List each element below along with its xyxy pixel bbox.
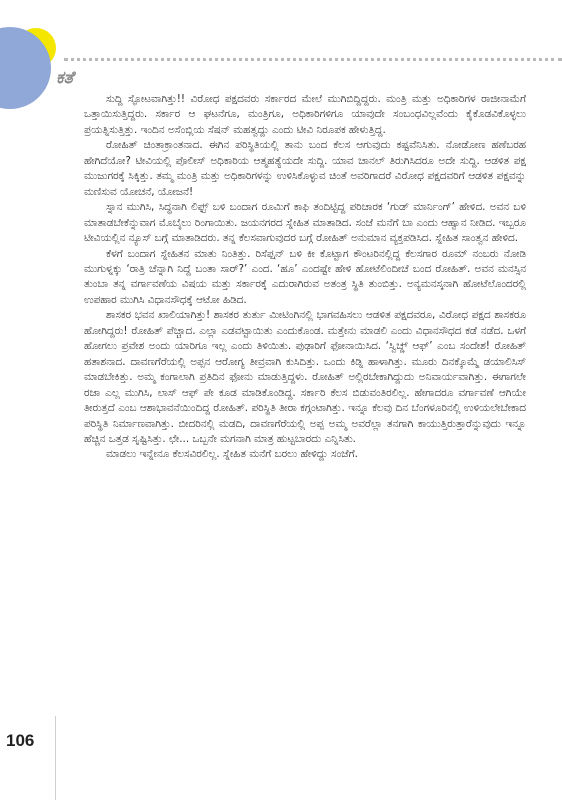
story-body [84, 92, 526, 463]
section-label: ಕತೆ [56, 68, 74, 88]
corner-decoration [0, 0, 70, 120]
page-number: 106 [6, 731, 35, 750]
footer-gutter-rule [55, 716, 56, 800]
story-paragraph: ರೋಹಿತ್ ಚಿಂತಾಕ್ರಾಂತನಾದ. ಈಗಿನ ಪರಿಸ್ಥಿತಿಯಲ್ಲಿ ತಾನು ಬಂದ ಕೆಲಸ ಆಗುವುದು ಕಷ್ಟವೆನಿಸಿತು. ನೋಡೋಣ ಹಣೆಬರಹ ಹೇಗಿದೆಯೋ? ಟೀವಿಯಲ್ಲಿ ಪೊಲೀಸ್ ಅಧಿಕಾರಿಯ ಆತ್ಮಹತ್ಯೆಯದೇ ಸುದ್ದಿ. ಯಾವ ಚಾನಲ್ ತಿರುಗಿಸಿದರೂ ಅದೇ ಸುದ್ದಿ. ಆಡಳಿತ ಪಕ್ಷ ಮುಜುಗರಕ್ಕೆ ಸಿಕ್ಕಿತ್ತು. ತಮ್ಮ ಮಂತ್ರಿ ಮತ್ತು ಅಧಿಕಾರಿಗಳನ್ನು ಉಳಿಸಿಕೊಳ್ಳುವ ಚಿಂತೆ ಅವರಿಗಾದರೆ ವಿರೋಧ ಪಕ್ಷದವರಿಗೆ ಆಡಳಿತ ಪಕ್ಷವನ್ನು ಮಣಿಸುವ ಯೋಚನೆ, ಯೋಜನೆ! [84, 139, 526, 198]
story-paragraph: ಶಾಸಕರ ಭವನ ಖಾಲಿಯಾಗಿತ್ತು! ಶಾಸಕರ ತುರ್ತು ಮೀಟಿಂಗಿನಲ್ಲಿ ಭಾಗವಹಿಸಲು ಆಡಳಿತ ಪಕ್ಷದವರೂ, ವಿರೋಧ ಪಕ್ಷದ ಶಾಸಕರೂ ಹೋಗಿದ್ದರು! ರೋಹಿತ್ ಪೆಚ್ಚಾದ. ಎಲ್ಲಾ ಎಡವಟ್ಟಾಯಿತು ಎಂದುಕೊಂಡ. ಮತ್ತೇನು ಮಾಡಲಿ ಎಂದು ವಿಧಾನಸೌಧದ ಕಡೆ ನಡೆದ. ಒಳಗೆ ಹೋಗಲು ಪ್ರವೇಶ ಅಂದು ಯಾರಿಗೂ ಇಲ್ಲ ಎಂದು ತಿಳಿಯಿತು. ಪುಢಾರಿಗೆ ಫೋನಾಯಿಸಿದ. ‘ಸ್ವಿಚ್ಡ್ ಆಫ್’ ಎಂಬ ಸಂದೇಶ! ರೋಹಿತ್ ಹತಾಶನಾದ. ದಾವಣಗೆರೆಯಲ್ಲಿ ಅಪ್ಪನ ಆರೋಗ್ಯ ತೀವ್ರವಾಗಿ ಕುಸಿದಿತ್ತು. ಒಂದು ಕಿಡ್ನಿ ಹಾಳಾಗಿತ್ತು. ಮೂರು ದಿನಕ್ಕೊಮ್ಮೆ ಡಯಾಲಿಸಿಸ್ ಮಾಡಬೇಕಿತ್ತು. ಅಮ್ಮ ಕಂಗಾಲಾಗಿ ಪ್ರತಿದಿನ ಫೋನು ಮಾಡುತ್ತಿದ್ದಳು. ರೋಹಿತ್ ಅಲ್ಲಿರಬೇಕಾಗಿದ್ದುದು ಅನಿವಾರ್ಯವಾಗಿತ್ತು. ಈಗಾಗಲೇ ರಜಾ ಎಲ್ಲ ಮುಗಿಸಿ, ಲಾಸ್ ಆಫ್ ಪೇ ಕೂಡ ಮಾಡಿಕೊಂಡಿದ್ದ. ಸರ್ಕಾರಿ ಕೆಲಸ ಬಿಡುವಂತಿರಲಿಲ್ಲ. ಹೇಗಾದರೂ ವರ್ಗಾವಣೆ ಆಗಿಯೇ ತೀರುತ್ತದೆ ಎಂಬ ಆಶಾಭಾವನೆಯಿಂದಿದ್ದ ರೋಹಿತ್. ಪರಿಸ್ಥಿತಿ ತೀರಾ ಕಗ್ಗಂಟಾಗಿತ್ತು. ಇನ್ನೂ ಕೆಲವು ದಿನ ಬೆಂಗಳೂರಿನಲ್ಲಿ ಉಳಿಯಲೇಬೇಕಾದ ಪರಿಸ್ಥಿತಿ ನಿರ್ಮಾಣವಾಗಿತ್ತು. ಬೀದರಿನಲ್ಲಿ ಮಡದಿ, ದಾವಣಗೆರೆಯಲ್ಲಿ ಅಪ್ಪ ಅಮ್ಮ ಅವರೆಲ್ಲಾ ತನಗಾಗಿ ಕಾಯುತ್ತಿರುತ್ತಾರೆನ್ನುವುದು ಇನ್ನೂ ಹೆಚ್ಚಿನ ಒತ್ತಡ ಸೃಷ್ಟಿಸಿತ್ತು. ಛೇ... ಒಬ್ಬನೇ ಮಗನಾಗಿ ಮಾತ್ರ ಹುಟ್ಟಬಾರದು ಎನ್ನಿಸಿತು. [84, 309, 526, 445]
story-paragraph: ಸ್ನಾನ ಮುಗಿಸಿ, ಸಿದ್ಧನಾಗಿ ಲಿಫ್ಟ್ ಬಳಿ ಬಂದಾಗ ರೂಮಿಗೆ ಕಾಫಿ ತಂದಿಟ್ಟಿದ್ದ ಪರಿಚಾರಕ ‘ಗುಡ್ ಮಾರ್ನಿಂಗ್’ ಹೇಳಿದ. ಅವನ ಬಳಿ ಮಾತಾಡಬೇಕೆನ್ನುವಾಗ ಮೊಬೈಲು ರಿಂಗಾಯಿತು. ಜಯನಗರದ ಸ್ನೇಹಿತ ಮಾತಾಡಿದ. ಸಂಜೆ ಮನೆಗೆ ಬಾ ಎಂದು ಆಹ್ವಾನ ನೀಡಿದ. ಇಬ್ಬರೂ ಟೀವಿಯಲ್ಲಿನ ನ್ಯೂಸ್ ಬಗ್ಗೆ ಮಾತಾಡಿದರು. ತನ್ನ ಕೆಲಸವಾಗುವುದರ ಬಗ್ಗೆ ರೋಹಿತ್ ಅನುಮಾನ ವ್ಯಕ್ತಪಡಿಸಿದ. ಸ್ನೇಹಿತ ಸಾಂತ್ವನ ಹೇಳಿದ. [84, 201, 526, 245]
header-dotted-rule [64, 58, 562, 61]
story-paragraph: ಕೆಳಗೆ ಬಂದಾಗ ಸ್ನೇಹಿತನ ಮಾತು ನಿಂತಿತ್ತು. ರಿಸೆಪ್ಷನ್ ಬಳಿ ಕೀ ಕೊಟ್ಟಾಗ ಕೌಂಟರಿನಲ್ಲಿದ್ದ ಕೆಲಸಗಾರ ರೂಮ್ ನಂಬರು ನೋಡಿ ಮುಗುಳ್ನಕ್ಕು ‘ರಾತ್ರಿ ಚೆನ್ನಾಗಿ ನಿದ್ದೆ ಬಂತಾ ಸಾರ್?’ ಎಂದ. ‘ಹೂ’ ಎಂದಷ್ಟೇ ಹೇಳಿ ಹೋಟೆಲಿಂದೀಚೆ ಬಂದ ರೋಹಿತ್. ಅವನ ಮನಸ್ಸಿನ ತುಂಬಾ ತನ್ನ ವರ್ಗಾವಣೆಯ ವಿಷಯ ಮತ್ತು ಸರ್ಕಾರಕ್ಕೆ ಎದುರಾಗಿರುವ ಅತಂತ್ರ ಸ್ಥಿತಿ ತುಂಬಿತ್ತು. ಅನ್ಯಮನಸ್ಕನಾಗಿ ಹೋಟೆಲೊಂದರಲ್ಲಿ ಉಪಹಾರ ಮುಗಿಸಿ ವಿಧಾನಸೌಧಕ್ಕೆ ಆಟೋ ಹಿಡಿದ. [84, 247, 526, 306]
story-paragraph: ಸುದ್ದಿ ಸ್ಫೋಟವಾಗಿತ್ತು!! ವಿರೋಧ ಪಕ್ಷದವರು ಸರ್ಕಾರದ ಮೇಲೆ ಮುಗಿಬಿದ್ದಿದ್ದರು. ಮಂತ್ರಿ ಮತ್ತು ಅಧಿಕಾರಿಗಳ ರಾಜೀನಾಮೆಗೆ ಒತ್ತಾಯಿಸುತ್ತಿದ್ದರು. ಸರ್ಕಾರ ಆ ಘಟನೆಗೂ, ಮಂತ್ರಿಗೂ, ಅಧಿಕಾರಿಗಳಿಗೂ ಯಾವುದೇ ಸಂಬಂಧವಿಲ್ಲವೆಂದು ಕೈಕೊಡವಿಕೊಳ್ಳಲು ಪ್ರಯತ್ನಿಸುತ್ತಿತ್ತು. ಇಂದಿನ ಅಸೆಂಬ್ಲಿಯ ಸೆಷನ್ ಮಹತ್ವದ್ದು ಎಂದು ಟೀವಿ ನಿರೂಪಕ ಹೇಳುತ್ತಿದ್ದ. [84, 93, 526, 136]
story-paragraph: ಮಾಡಲು ಇನ್ನೇನೂ ಕೆಲಸವಿರಲಿಲ್ಲ. ಸ್ನೇಹಿತ ಮನೆಗೆ ಬರಲು ಹೇಳಿದ್ದು ಸಂಜೆಗೆ. [106, 448, 358, 461]
